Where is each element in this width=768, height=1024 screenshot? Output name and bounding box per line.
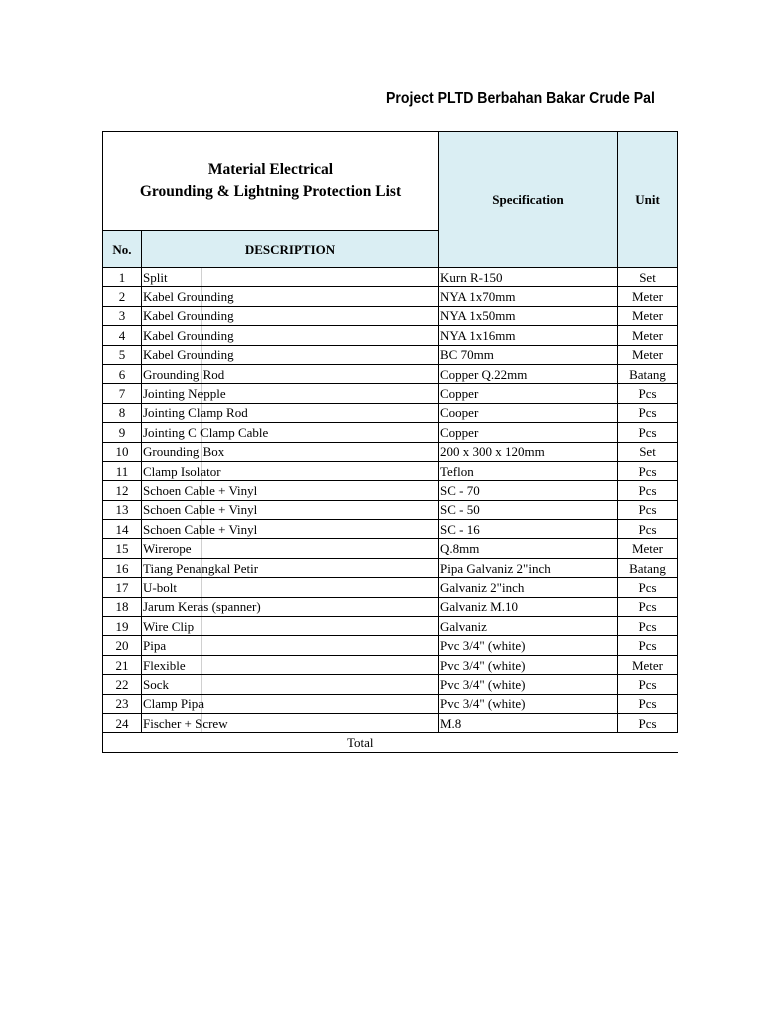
description-text: Clamp Pipa	[143, 696, 205, 712]
cell-specification: Pvc 3/4" (white)	[439, 694, 618, 713]
table-row	[103, 364, 678, 383]
description-text: U-bolt	[143, 579, 177, 595]
cell-specification: Kurn R-150	[439, 268, 618, 287]
cell-unit: Pcs	[618, 694, 678, 713]
cell-unit: Meter	[618, 306, 678, 325]
cell-specification: Pipa Galvaniz 2"inch	[439, 558, 618, 577]
cell-description	[142, 403, 439, 422]
total-row	[103, 733, 678, 752]
cell-unit: Pcs	[618, 481, 678, 500]
table-title	[103, 132, 439, 231]
cell-unit: Pcs	[618, 423, 678, 442]
cell-no: 15	[103, 539, 142, 558]
cell-specification: M.8	[439, 713, 618, 732]
table-header-row	[103, 132, 678, 231]
cell-description	[142, 539, 439, 558]
cell-specification: NYA 1x70mm	[439, 287, 618, 306]
cell-description	[142, 287, 439, 306]
description-text: Kabel Grounding	[143, 289, 234, 305]
cell-description	[142, 500, 439, 519]
description-text: Jointing Nepple	[143, 386, 226, 402]
description-text: Sock	[143, 676, 169, 692]
cell-specification: Copper Q.22mm	[439, 364, 618, 383]
column-header-no: No.	[103, 231, 142, 268]
cell-description	[142, 597, 439, 616]
description-text: Clamp Isolator	[143, 463, 221, 479]
description-text: Tiang Penangkal Petir	[143, 560, 259, 576]
cell-unit: Pcs	[618, 384, 678, 403]
cell-unit: Pcs	[618, 403, 678, 422]
cell-unit: Set	[618, 268, 678, 287]
table-row	[103, 694, 678, 713]
cell-unit: Meter	[618, 345, 678, 364]
table-row	[103, 306, 678, 325]
cell-description	[142, 675, 439, 694]
description-text: Kabel Grounding	[143, 308, 234, 324]
cell-no: 24	[103, 713, 142, 732]
cell-description	[142, 617, 439, 636]
description-text: Wire Clip	[143, 618, 195, 634]
cell-no: 12	[103, 481, 142, 500]
column-header-specification: Specification	[439, 132, 618, 268]
description-text: Kabel Grounding	[143, 327, 234, 343]
cell-description	[142, 520, 439, 539]
cell-unit: Pcs	[618, 520, 678, 539]
cell-no: 4	[103, 326, 142, 345]
description-text: Split	[143, 269, 168, 285]
table-row	[103, 481, 678, 500]
cell-description	[142, 306, 439, 325]
cell-description	[142, 345, 439, 364]
cell-no: 5	[103, 345, 142, 364]
table-row	[103, 500, 678, 519]
table-row	[103, 713, 678, 732]
cell-unit: Meter	[618, 655, 678, 674]
table-row	[103, 675, 678, 694]
cell-description	[142, 326, 439, 345]
cell-unit: Pcs	[618, 617, 678, 636]
cell-no: 9	[103, 423, 142, 442]
cell-description	[142, 442, 439, 461]
cell-description	[142, 636, 439, 655]
cell-specification: NYA 1x16mm	[439, 326, 618, 345]
table-row	[103, 636, 678, 655]
description-text: Kabel Grounding	[143, 347, 234, 363]
table-row	[103, 578, 678, 597]
table-row	[103, 442, 678, 461]
cell-specification: Galvaniz	[439, 617, 618, 636]
table-row	[103, 655, 678, 674]
cell-description	[142, 655, 439, 674]
cell-no: 22	[103, 675, 142, 694]
table-title-line2: Grounding & Lightning Protection List	[139, 183, 402, 200]
table-row	[103, 520, 678, 539]
cell-no: 13	[103, 500, 142, 519]
table-row	[103, 287, 678, 306]
table-row	[103, 597, 678, 616]
cell-specification: Cooper	[439, 403, 618, 422]
description-text: Jointing Clamp Rod	[143, 405, 248, 421]
cell-specification: Pvc 3/4" (white)	[439, 675, 618, 694]
description-text: Flexible	[143, 657, 186, 673]
cell-specification: Teflon	[439, 461, 618, 480]
cell-description	[142, 481, 439, 500]
description-text: Jointing C Clamp Cable	[143, 424, 269, 440]
description-text: Wirerope	[143, 541, 192, 557]
table-row	[103, 268, 678, 287]
column-header-description: DESCRIPTION	[142, 231, 439, 268]
cell-unit: Batang	[618, 558, 678, 577]
table-row	[103, 423, 678, 442]
cell-unit: Meter	[618, 539, 678, 558]
cell-specification: SC - 50	[439, 500, 618, 519]
cell-no: 23	[103, 694, 142, 713]
description-text: Fischer + Screw	[143, 715, 228, 731]
cell-unit: Pcs	[618, 636, 678, 655]
description-text: Grounding Box	[143, 444, 225, 460]
table-title-line1: Material Electrical	[207, 161, 334, 178]
cell-no: 20	[103, 636, 142, 655]
cell-specification: Pvc 3/4" (white)	[439, 655, 618, 674]
cell-specification: Copper	[439, 423, 618, 442]
cell-description	[142, 423, 439, 442]
description-text: Pipa	[143, 638, 167, 654]
table-row	[103, 461, 678, 480]
cell-unit: Meter	[618, 326, 678, 345]
cell-specification: Copper	[439, 384, 618, 403]
cell-description	[142, 694, 439, 713]
cell-no: 18	[103, 597, 142, 616]
table-row	[103, 384, 678, 403]
cell-description	[142, 384, 439, 403]
cell-unit: Pcs	[618, 597, 678, 616]
column-header-unit: Unit	[618, 132, 678, 268]
cell-unit: Pcs	[618, 578, 678, 597]
material-list-body	[103, 132, 678, 753]
total-blank-cell	[618, 733, 678, 752]
table-row	[103, 326, 678, 345]
description-text: Schoen Cable + Vinyl	[143, 521, 258, 537]
cell-unit: Set	[618, 442, 678, 461]
table-row	[103, 403, 678, 422]
cell-unit: Pcs	[618, 500, 678, 519]
table-row	[103, 539, 678, 558]
cell-unit: Meter	[618, 287, 678, 306]
cell-specification: NYA 1x50mm	[439, 306, 618, 325]
cell-no: 17	[103, 578, 142, 597]
cell-specification: 200 x 300 x 120mm	[439, 442, 618, 461]
cell-specification: Galvaniz 2"inch	[439, 578, 618, 597]
description-text: Grounding Rod	[143, 366, 225, 382]
table-row	[103, 617, 678, 636]
description-text: Schoen Cable + Vinyl	[143, 502, 258, 518]
cell-no: 11	[103, 461, 142, 480]
table-row	[103, 345, 678, 364]
cell-description	[142, 558, 439, 577]
cell-no: 16	[103, 558, 142, 577]
cell-description	[142, 713, 439, 732]
cell-no: 8	[103, 403, 142, 422]
total-label: Total	[103, 733, 618, 752]
cell-description	[142, 461, 439, 480]
cell-specification: BC 70mm	[439, 345, 618, 364]
cell-no: 2	[103, 287, 142, 306]
cell-no: 19	[103, 617, 142, 636]
cell-specification: SC - 70	[439, 481, 618, 500]
material-list-table	[102, 131, 678, 753]
description-text: Schoen Cable + Vinyl	[143, 482, 258, 498]
cell-no: 6	[103, 364, 142, 383]
cell-no: 7	[103, 384, 142, 403]
cell-description	[142, 578, 439, 597]
cell-specification: SC - 16	[439, 520, 618, 539]
project-title: Project PLTD Berbahan Bakar Crude Pal	[386, 90, 655, 107]
cell-description	[142, 364, 439, 383]
cell-specification: Q.8mm	[439, 539, 618, 558]
cell-unit: Pcs	[618, 461, 678, 480]
cell-unit: Pcs	[618, 713, 678, 732]
cell-no: 3	[103, 306, 142, 325]
cell-specification: Galvaniz M.10	[439, 597, 618, 616]
cell-specification: Pvc 3/4" (white)	[439, 636, 618, 655]
cell-no: 21	[103, 655, 142, 674]
description-text: Jarum Keras (spanner)	[143, 599, 261, 615]
cell-unit: Pcs	[618, 675, 678, 694]
cell-unit: Batang	[618, 364, 678, 383]
table-row	[103, 558, 678, 577]
cell-no: 1	[103, 268, 142, 287]
cell-description	[142, 268, 439, 287]
cell-no: 14	[103, 520, 142, 539]
cell-no: 10	[103, 442, 142, 461]
